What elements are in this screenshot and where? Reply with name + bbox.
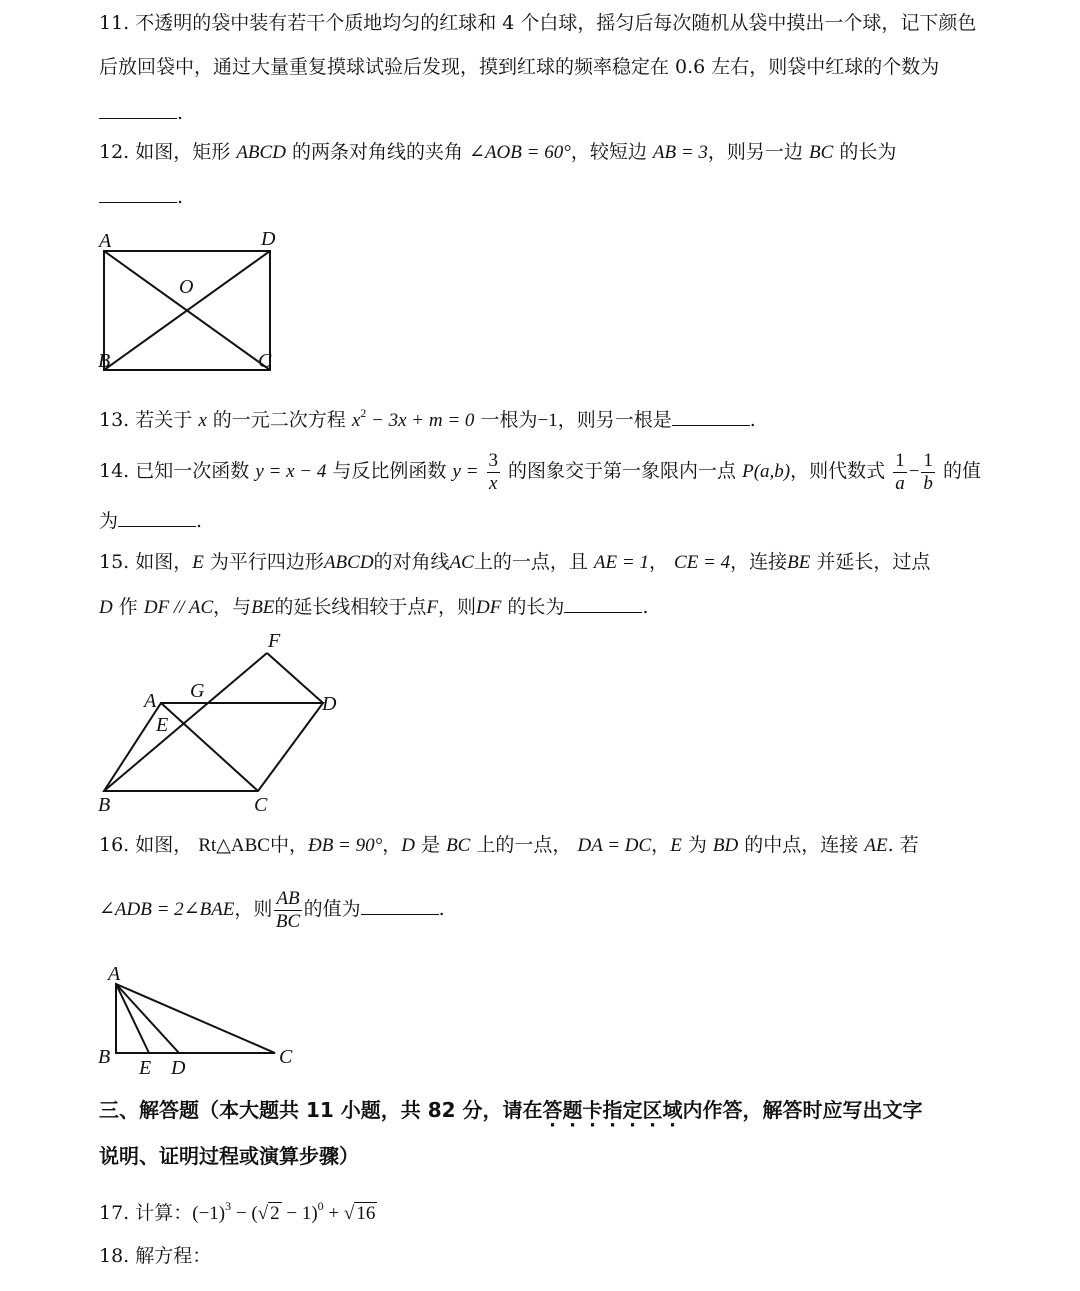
q16-fraction-ab-over-bc: $\frac{AB}{BC}$ <box>275 887 301 932</box>
q14-fraction-1-over-b: $\frac{1}{b}$ <box>923 449 933 494</box>
label-b: B <box>98 350 111 372</box>
q15-parallelogram-figure <box>95 625 355 820</box>
q16-line2: ∠ADB = 2∠BAE，则 $\frac{AB}{BC}$ 的值为 . <box>99 887 445 932</box>
label-b: B <box>98 1046 111 1068</box>
label-a: A <box>108 963 121 985</box>
q14-line1: 14. 已知一次函数 y = x − 4 与反比例函数 y = $\frac{3}{x}$ 的图象交于第一象限内一点 P(a,b)，则代数式 $\frac{1}{a}$ − $\frac{1}{b}$ 的值 <box>99 449 981 494</box>
q18-line: 18. 解方程： <box>99 1245 212 1267</box>
line-bf <box>104 653 267 791</box>
label-g: G <box>190 680 205 702</box>
q15-line1: 15. 如图，E 为平行四边形ABCD的对角线AC上的一点，且 AE = 1， CE = 4，连接BE 并延长，过点 <box>99 551 931 573</box>
triangle-abc <box>116 984 275 1053</box>
q11-answer-line: . <box>99 100 183 125</box>
q14-line2: 为 . <box>99 510 203 532</box>
q11-line2: 后放回袋中，通过大量重复摸球试验后发现，摸到红球的频率稳定在 0.6 左右，则袋中红球的个数为 <box>99 56 940 78</box>
label-c: C <box>279 1046 293 1068</box>
q12-line1: 12. 如图，矩形 ABCD 的两条对角线的夹角 ∠AOB = 60°，较短边 AB = 3，则另一边 BC 的长为 <box>99 141 897 163</box>
q14-fraction-1-over-a: $\frac{1}{a}$ <box>895 449 905 494</box>
label-d: D <box>322 693 337 715</box>
q17-line: 17. 计算：$(-1)^3$ − (√ 2 − 1)$^0$ + √ 16 <box>99 1199 376 1224</box>
q14-fraction-3-over-x: $\frac{3}{x}$ <box>488 449 498 494</box>
line-ad <box>116 984 179 1053</box>
q12-answer-blank[interactable] <box>99 184 177 203</box>
label-c: C <box>254 794 268 816</box>
q13-answer-blank[interactable] <box>672 407 750 426</box>
section3-heading-line1: 三、解答题（本大题共 11 小题，共 82 分，请在答题卡指定区域内作答，解答时应写出文字 <box>99 1098 923 1122</box>
q12-rectangle-figure <box>95 225 295 375</box>
section3-heading-line2: 说明、证明过程或演算步骤） <box>99 1144 359 1168</box>
label-e: E <box>156 714 169 736</box>
label-o: O <box>179 276 194 298</box>
label-f: F <box>268 630 281 652</box>
label-b: B <box>98 794 111 816</box>
line-fd <box>267 653 323 703</box>
label-a: A <box>144 690 157 712</box>
q13-line: 13. 若关于 x 的一元二次方程 $x^2 - 3x + m = 0$ 一根为−1，则另一根是 . <box>99 406 756 431</box>
label-a: A <box>99 230 112 252</box>
line-ae <box>116 984 149 1053</box>
q11-answer-blank[interactable] <box>99 100 177 119</box>
q15-line2: D 作 DF // AC，与BE的延长线相较于点F，则DF 的长为 . <box>99 596 649 618</box>
diagonal-ac <box>161 703 258 791</box>
q16-answer-blank[interactable] <box>361 896 439 915</box>
label-d: D <box>171 1057 186 1079</box>
q16-triangle-figure <box>95 960 335 1082</box>
q16-line1: 16. 如图， Rt△ABC中，ÐB = 90°，D 是 BC 上的一点， DA = DC，E 为 BD 的中点，连接 AE. 若 <box>99 834 919 856</box>
label-c: C <box>258 350 272 372</box>
q11-line1: 11. 不透明的袋中装有若干个质地均匀的红球和 4 个白球，摇匀后每次随机从袋中摸出一个球，记下颜色 <box>99 12 977 34</box>
q14-answer-blank[interactable] <box>118 508 196 527</box>
label-d: D <box>261 228 276 250</box>
q15-answer-blank[interactable] <box>564 594 642 613</box>
q12-answer-line: . <box>99 184 183 209</box>
label-e: E <box>139 1057 152 1079</box>
parallelogram-abcd <box>104 703 323 791</box>
